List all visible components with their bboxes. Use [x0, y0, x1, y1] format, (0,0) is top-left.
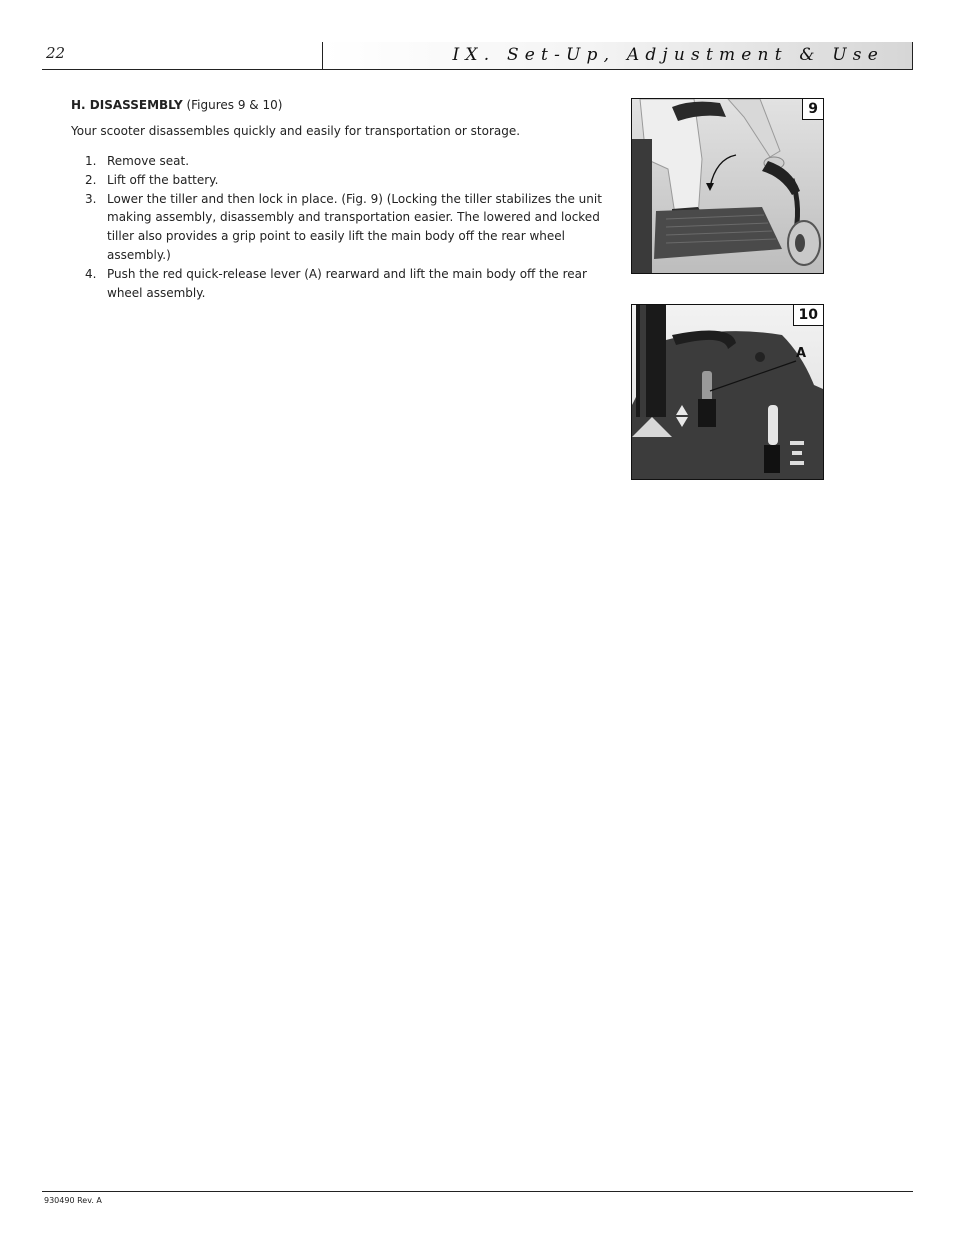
step-number: 2. [85, 172, 97, 187]
page-number: 22 [46, 44, 66, 62]
list-item [71, 265, 606, 303]
step-text: Lift off the battery. [107, 172, 219, 187]
document-code: 930490 Rev. A [44, 1196, 102, 1205]
quick-release-lever-illustration [632, 305, 823, 479]
figure-number-badge: 10 [793, 305, 823, 326]
footer-rule [42, 1191, 913, 1192]
figure-9-photo [631, 98, 824, 274]
tiller-lowering-illustration [632, 99, 823, 273]
step-text: Lower the tiller and then lock in place. (Fig. 9) (Locking the tiller stabilizes the unit making assembly, disassembly and transportation easier. The lowered and locked tiller also provides a grip point to easily lift the main body off the rear wheel assembly.) [107, 191, 602, 262]
figure-number-badge: 9 [802, 99, 823, 120]
chapter-header-band [323, 42, 913, 69]
chapter-title: IX. Set-Up, Adjustment & Use [452, 45, 884, 65]
step-text: Push the red quick-release lever (A) rearward and lift the main body off the rear wheel assembly. [107, 266, 587, 300]
disassembly-steps [71, 152, 606, 302]
figure-reference: (Figures 9 & 10) [186, 98, 283, 112]
callout-label-a: A [796, 346, 807, 361]
step-text: Remove seat. [107, 154, 190, 168]
header-rule [42, 69, 913, 70]
figure-10-photo [631, 304, 824, 480]
section-heading [71, 98, 282, 112]
list-item [71, 152, 606, 171]
step-number: 3. [85, 191, 97, 206]
list-item [71, 190, 606, 265]
intro-paragraph: Your scooter disassembles quickly and easily for transportation or storage. [71, 124, 521, 138]
section-title: H. DISASSEMBLY [71, 98, 183, 112]
step-number: 4. [85, 266, 97, 281]
list-item [71, 171, 606, 190]
step-number: 1. [85, 154, 97, 168]
